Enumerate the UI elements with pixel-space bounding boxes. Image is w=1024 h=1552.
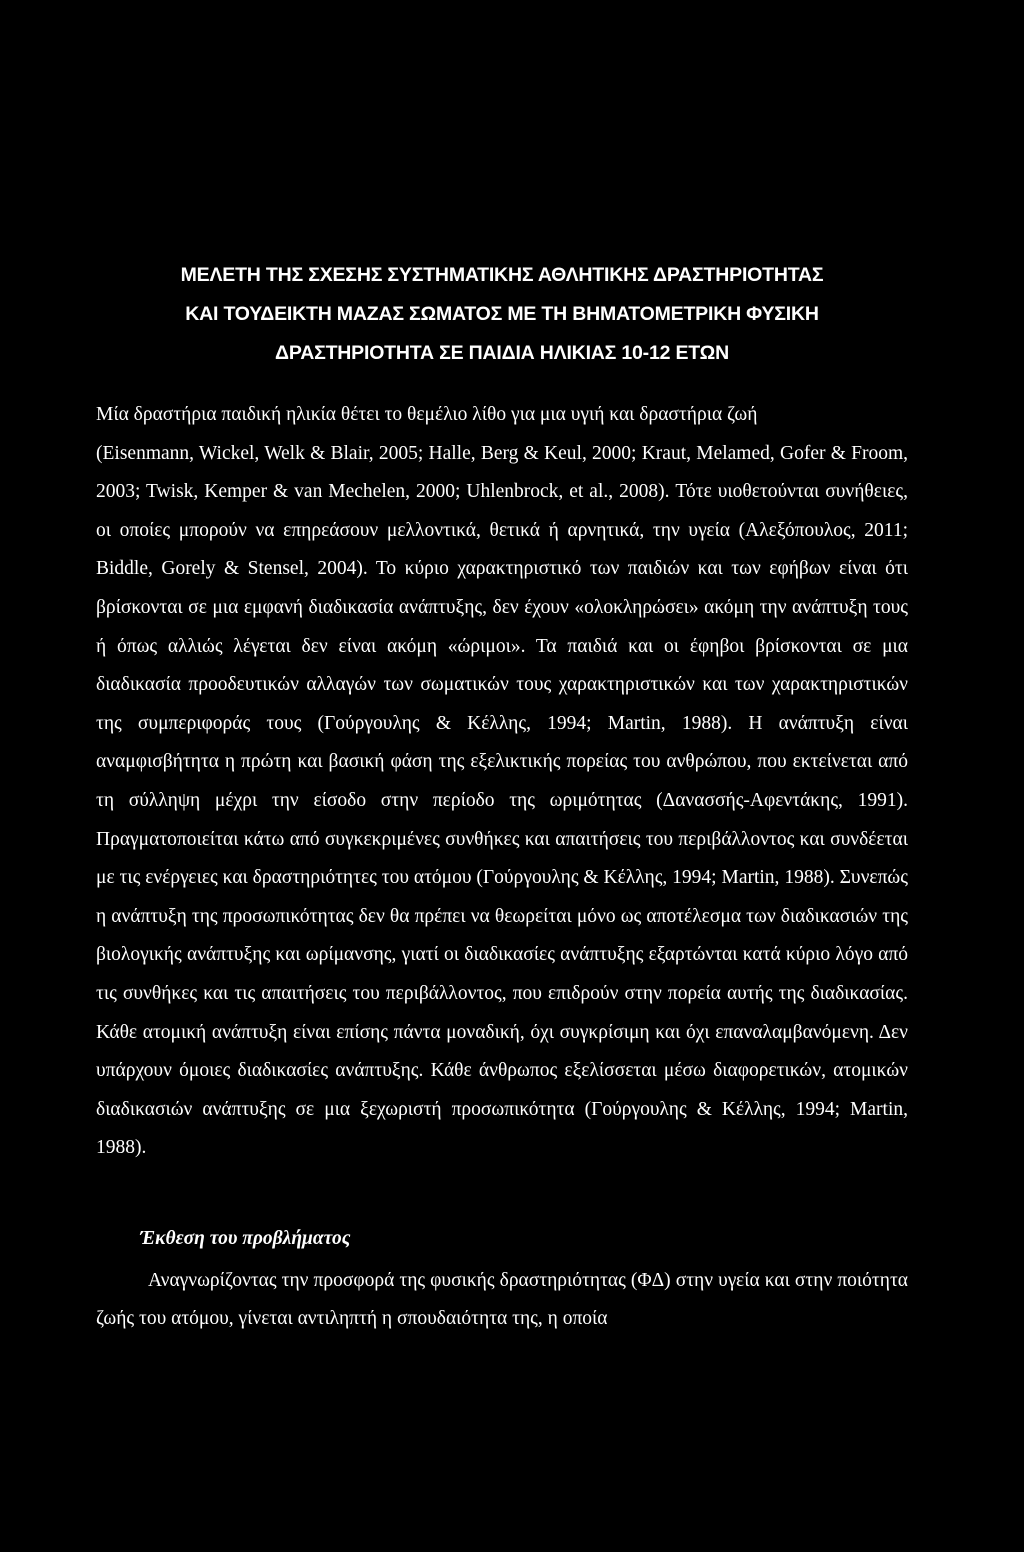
title-line-2: ΚΑΙ ΤΟΥΔΕΙΚΤΗ ΜΑΖΑΣ ΣΩΜΑΤΟΣ ΜΕ ΤΗ ΒΗΜΑΤΟΜΕΤΡΙΚΗ ΦΥΣΙΚΗ [185,303,819,325]
document-title [96,256,908,373]
intro-paragraph-body: (Eisenmann, Wickel, Welk & Blair, 2005; Halle, Berg & Keul, 2000; Kraut, Melamed, Gofer & Froom, 2003; Twisk, Kemper & van Mechelen, 2000; Uhlenbrock, et al., 2008). Τότε υιοθετούνται συνήθειες, οι οποίες μπορούν να επηρεάσουν μελλοντικά, θετικά ή αρνητικά, την υγεία (Αλεξόπουλος, 2011; Biddle, Gorely & Stensel, 2004). Το κύριο χαρακτηριστικό των παιδιών και των εφήβων είναι ότι βρίσκονται σε μια εμφανή διαδικασία ανάπτυξης, δεν έχουν «ολοκληρώσει» ακόμη την ανάπτυξη τους ή όπως αλλιώς λέγεται δεν είναι ακόμη «ώριμοι». Τα παιδιά και οι έφηβοι βρίσκονται σε μια διαδικασία προοδευτικών αλλαγών των σωματικών τους χαρακτηριστικών και των χαρακτηριστικών της συμπεριφοράς τους (Γούργουλης & Κέλλης, 1994; Martin, 1988). Η ανάπτυξη είναι αναμφισβήτητα η πρώτη και βασική φάση της εξελικτικής πορείας του ανθρώπου, που εκτείνεται από τη σύλληψη μέχρι την είσοδο στην περίοδο της ωριμότητας (Δανασσής-Αφεντάκης, 1991). Πραγματοποιείται κάτω από συγκεκριμένες συνθήκες και απαιτήσεις του περιβάλλοντος και συνδέεται με τις ενέργειες και δραστηριότητες του ατόμου (Γούργουλης & Κέλλης, 1994; Martin, 1988). Συνεπώς η ανάπτυξη της προσωπικότητας δεν θα πρέπει να θεωρείται μόνο ως αποτέλεσμα των διαδικασιών της βιολογικής ανάπτυξης και ωρίμανσης, γιατί οι διαδικασίες ανάπτυξης εξαρτώνται κατά κύριο λόγο από τις συνθήκες και τις απαιτήσεις του περιβάλλοντος, που επιδρούν στην πορεία αυτής της διαδικασίας. Κάθε ατομική ανάπτυξη είναι επίσης πάντα μοναδική, όχι συγκρίσιμη και όχι επαναλαμβανόμενη. Δεν υπάρχουν όμοιες διαδικασίες ανάπτυξης. Κάθε άνθρωπος εξελίσσεται μέσω διαφορετικών, ατομικών διαδικασιών ανάπτυξης σε μια ξεχωριστή προσωπικότητα (Γούργουλης & Κέλλης, 1994; Martin, 1988). [96,442,908,1159]
intro-paragraph [96,396,908,1168]
section-paragraph: Αναγνωρίζοντας την προσφορά της φυσικής δραστηριότητας (ΦΔ) στην υγεία και στην ποιότητα ζωής του ατόμου, γίνεται αντιληπτή η σπουδαιότητα της, η οποία [96,1269,908,1330]
title-line-3: ΔΡΑΣΤΗΡΙΟΤΗΤΑ ΣΕ ΠΑΙΔΙΑ ΗΛΙΚΙΑΣ 10-12 ΕΤΩΝ [275,342,729,364]
section-heading: Έκθεση του προβλήματος [140,1227,351,1249]
intro-paragraph-first-line: Μία δραστήρια παιδική ηλικία θέτει το θεμέλιο λίθο για μια υγιή και δραστήρια ζωή [96,404,758,425]
document-page [96,256,908,1339]
title-line-1: ΜΕΛΕΤΗ ΤΗΣ ΣΧΕΣΗΣ ΣΥΣΤΗΜΑΤΙΚΗΣ ΑΘΛΗΤΙΚΗΣ ΔΡΑΣΤΗΡΙΟΤΗΤΑΣ [180,264,824,286]
